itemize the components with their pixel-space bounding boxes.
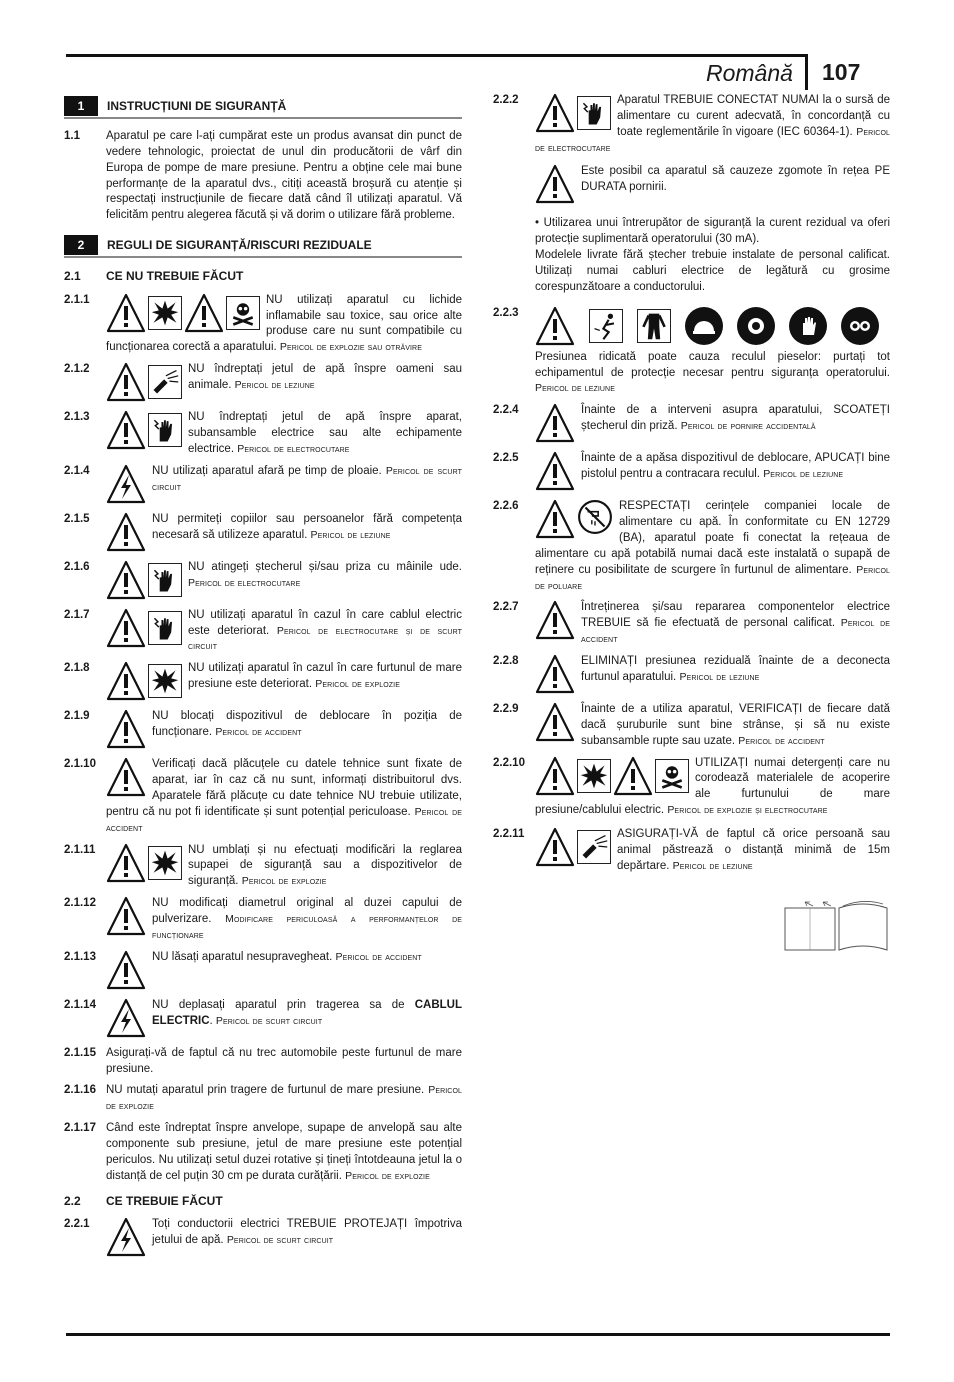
warning-icon (106, 757, 146, 797)
warning-icon (106, 410, 146, 450)
electric-hand-icon (148, 563, 182, 597)
item-text: Aparatul pe care l-ați cumpărat este un produs avansat din punct de vedere tehnologic, proiectat de unul din producătorii de vârf din Europa de pompe de mare presiune. Pentru a obține cele mai bune performanțe de la aparatul dvs., citiți această broșură cu atenție și respectați instrucțiunile de fiecare dată când îl utilizați aparatul. Vă felicităm pentru alegerea făcută și vă dorim o utilizare fără probleme. (106, 130, 462, 222)
section-title: REGULI DE SIGURANȚĂ/RISCURI REZIDUALE (107, 237, 372, 252)
warning-icon (535, 702, 575, 742)
warning-icon (106, 843, 146, 883)
no-drinking-water-icon (577, 499, 613, 535)
section-title: INSTRUCȚIUNI DE SIGURANȚĂ (107, 98, 287, 113)
skull-icon (226, 296, 260, 330)
item-number: 1.1 (64, 130, 80, 142)
warning-icon (106, 293, 146, 333)
item-2-2-6: 2.2.6 RESPECTAȚI cerințele companiei locale de alimentare cu apă. În conformitate cu EN 12729 (BA), aparatul poate fi conectat la rețeaua de alimentare cu apă potabilă numai dacă este instalată o supapă de reținere cu posibilitate de scurgere în furtunul de alimentare. Pericol de poluare (493, 500, 890, 592)
warning-icon (535, 654, 575, 694)
warning-icon (106, 709, 146, 749)
item-2-1-12: 2.1.12 NU modificați diametrul original al duzei capului de pulverizare. Modificare periculoasă a performanțelor de funcționare (64, 897, 462, 941)
helmet-icon (685, 307, 723, 345)
explosion-icon (148, 664, 182, 698)
item-2-1-1: 2.1.1 NU utilizați aparatul cu lichide inflamabile sau toxice, sau orice alte produse care nu sunt compatibile cu funcționarea corectă a aparatului. Pericol de explozie sau otrăvire (64, 293, 462, 354)
section-number: 2 (64, 235, 98, 255)
item-2-1-5: 2.1.5 NU permiteți copiilor sau persoanelor fără competența necesară să utilizeze aparatul. Pericol de leziune (64, 512, 462, 554)
section-1-heading (64, 95, 462, 119)
item-2-1-8: 2.1.8 NU utilizați aparatul în cazul în care furtunul de mare presiune este deteriorat. Pericol de explozie (64, 661, 462, 703)
electric-warning-icon (106, 998, 146, 1038)
subsection-2-1: 2.1 CE NU TREBUIE FĂCUT (64, 269, 244, 284)
item-2-2-9: 2.2.9 Înainte de a utiliza aparatul, VERIFICAȚI de fiecare dată dacă șuruburile sunt bine strânse, și să nu existe subansamble rupte sau uzate. Pericol de accident (493, 703, 890, 747)
skull-icon (655, 759, 689, 793)
item-2-2-10: 2.2.10 UTILIZAȚI numai detergenți care nu corodează materialele de acoperire ale furtunului de mare presiune/cablului electric. Pericol de explozie și electrocutare (493, 756, 890, 817)
goggles-icon (841, 307, 879, 345)
item-1-1 (64, 129, 462, 224)
item-2-1-17: 2.1.17 Când este îndreptat înspre anvelope, supape de anvelopă sau alte componente sub presiune, jetul de mare presiune este potențial periculos. Nu utilizați setul duzei rotative și țineți întotdeauna jetul la o distanță de cel puțin 30 cm pe durata curățării. Pericol de explozie (64, 1122, 462, 1182)
page-number: 107 (822, 59, 861, 85)
warning-icon (106, 661, 146, 701)
item-2-2-1: 2.2.1 Toți conductorii electrici TREBUIE PROTEJAȚI împotriva jetului de apă. Pericol de scurt circuit (64, 1217, 462, 1259)
item-2-1-14: 2.1.14 NU deplasați aparatul prin tragerea sa de CABLUL ELECTRIC. Pericol de scurt circuit (64, 998, 462, 1040)
footer-rule (66, 1333, 890, 1336)
protective-suit-icon (637, 309, 671, 343)
explosion-icon (577, 759, 611, 793)
item-2-2-3: 2.2.3 Presiunea ridicată poate cauza reculul pieselor: purtați tot echipamentul de protecție necesar pentru siguranța operatorului. Pericol de leziune (493, 306, 890, 395)
left-column (64, 93, 462, 1265)
electric-warning-icon (106, 464, 146, 504)
item-2-1-13: 2.1.13 NU lăsați aparatul nesupravegheat. Pericol de accident (64, 950, 462, 992)
item-2-1-11: 2.1.11 NU umblați și nu efectuați modificări la reglarea supapei de siguranță sau a dispozitivelor de siguranță. Pericol de explozie (64, 843, 462, 888)
warning-icon (535, 600, 575, 640)
item-2-2-7: 2.2.7 Întreținerea și/sau repararea componentelor electrice TREBUIE să fie efectuată de personal calificat. Pericol de accident (493, 601, 890, 646)
subsection-2-2: 2.2 CE TREBUIE FĂCUT (64, 1193, 223, 1208)
item-2-1-15: 2.1.15 Asigurați-vă de faptul că nu trec automobile peste furtunul de mare presiune. (64, 1046, 462, 1075)
item-2-2-4: 2.2.4 Înainte de a interveni asupra aparatului, SCOATEȚI ștecherul din priză. Pericol de pornire accidentală (493, 403, 890, 445)
warning-icon (535, 164, 575, 204)
warning-icon (106, 362, 146, 402)
warning-icon (106, 950, 146, 990)
item-2-1-9: 2.1.9 NU blocați dispozitivul de deblocare în poziția de funcționare. Pericol de accident (64, 709, 462, 751)
item-2-2-8: 2.2.8 ELIMINAȚI presiunea reziduală înainte de a deconecta furtunul aparatului. Pericol de leziune (493, 654, 890, 696)
section-2-heading (64, 234, 462, 258)
spray-hand-icon (148, 365, 182, 399)
warning-icon (535, 93, 575, 133)
header-divider (805, 54, 808, 90)
item-2-2-2: 2.2.2 Aparatul TREBUIE CONECTAT NUMAI la o sursă de alimentare cu curent adecvată, în concordanță cu toate reglementările în vigoare (IEC 60364-1). Pericol de electrocutare (493, 94, 890, 154)
item-2-1-4: 2.1.4 NU utilizați aparatul afară pe timp de ploaie. Pericol de scurt circuit (64, 464, 462, 506)
explosion-icon (148, 296, 182, 330)
warning-icon (613, 756, 653, 796)
item-2-2-11: 2.2.11 ASIGURAȚI-VĂ de faptul că orice persoană sau animal păstrează o distanță minimă de 15m depărtare. Pericol de leziune (493, 828, 890, 872)
electric-hand-icon (148, 611, 182, 645)
warning-icon (106, 608, 146, 648)
recoil-person-icon (589, 309, 623, 343)
electric-hand-icon (148, 413, 182, 447)
warning-icon (184, 293, 224, 333)
open-book-icon (783, 898, 891, 952)
gloves-icon (789, 307, 827, 345)
warning-icon (535, 756, 575, 796)
item-2-2-2-cable: Modelele livrate fără ștecher trebuie instalate de personal calificat. Utilizați numai cabluri electrice de legătură cu grosime corespunzătoare a conductorului. (535, 249, 890, 293)
warning-icon (535, 451, 575, 491)
right-column (493, 93, 890, 881)
item-2-2-5: 2.2.5 Înainte de a apăsa dispozitivul de deblocare, APUCAȚI bine pistolul pentru a contracara reculul. Pericol de leziune (493, 451, 890, 493)
warning-icon (106, 560, 146, 600)
warning-icon (535, 499, 575, 539)
warning-icon (535, 306, 575, 346)
warning-icon (535, 403, 575, 443)
ear-protection-icon (737, 307, 775, 345)
item-2-1-16: 2.1.16 NU mutați aparatul prin tragere de furtunul de mare presiune. Pericol de explozie (64, 1084, 462, 1113)
item-2-1-6: 2.1.6 NU atingeți ștecherul și/sau priza cu mâinile ude. Pericol de electrocutare (64, 560, 462, 602)
header-rule (66, 54, 808, 57)
explosion-icon (148, 846, 182, 880)
warning-icon (535, 827, 575, 867)
item-2-1-2: 2.1.2 NU îndreptați jetul de apă înspre oameni sau animale. Pericol de leziune (64, 362, 462, 404)
item-2-2-2-noise: Este posibil ca aparatul să cauzeze zgomote în rețea PE DURATA pornirii. (493, 164, 890, 206)
ppe-icon-row (535, 306, 890, 346)
item-2-2-2-rcd: • Utilizarea unui întrerupător de siguranță la curent rezidual va oferi protecție suplimentară operatorului (30 mA). (535, 217, 890, 246)
item-2-1-3: 2.1.3 NU îndreptați jetul de apă înspre aparat, subansamble electrice sau alte echipamente electrice. Pericol de electrocutare (64, 411, 462, 455)
spray-hand-icon (577, 830, 611, 864)
page-language: Română (706, 60, 793, 86)
warning-icon (106, 896, 146, 936)
item-2-1-7: 2.1.7 NU utilizați aparatul în cazul în care cablul electric este deteriorat. Pericol de electrocutare și de scurt circuit (64, 608, 462, 653)
section-number: 1 (64, 96, 98, 116)
electric-hand-icon (577, 96, 611, 130)
warning-icon (106, 512, 146, 552)
electric-warning-icon (106, 1217, 146, 1257)
item-2-1-10: 2.1.10 Verificați dacă plăcuțele cu datele tehnice sunt fixate de aparat, iar în caz că nu sunt, informați distribuitorul dvs. Aparatele fără plăcuțe cu date tehnice NU trebuie utilizate, pentru că nu pot fi identificate și sunt potențial periculoase. Pericol de accident (64, 758, 463, 834)
